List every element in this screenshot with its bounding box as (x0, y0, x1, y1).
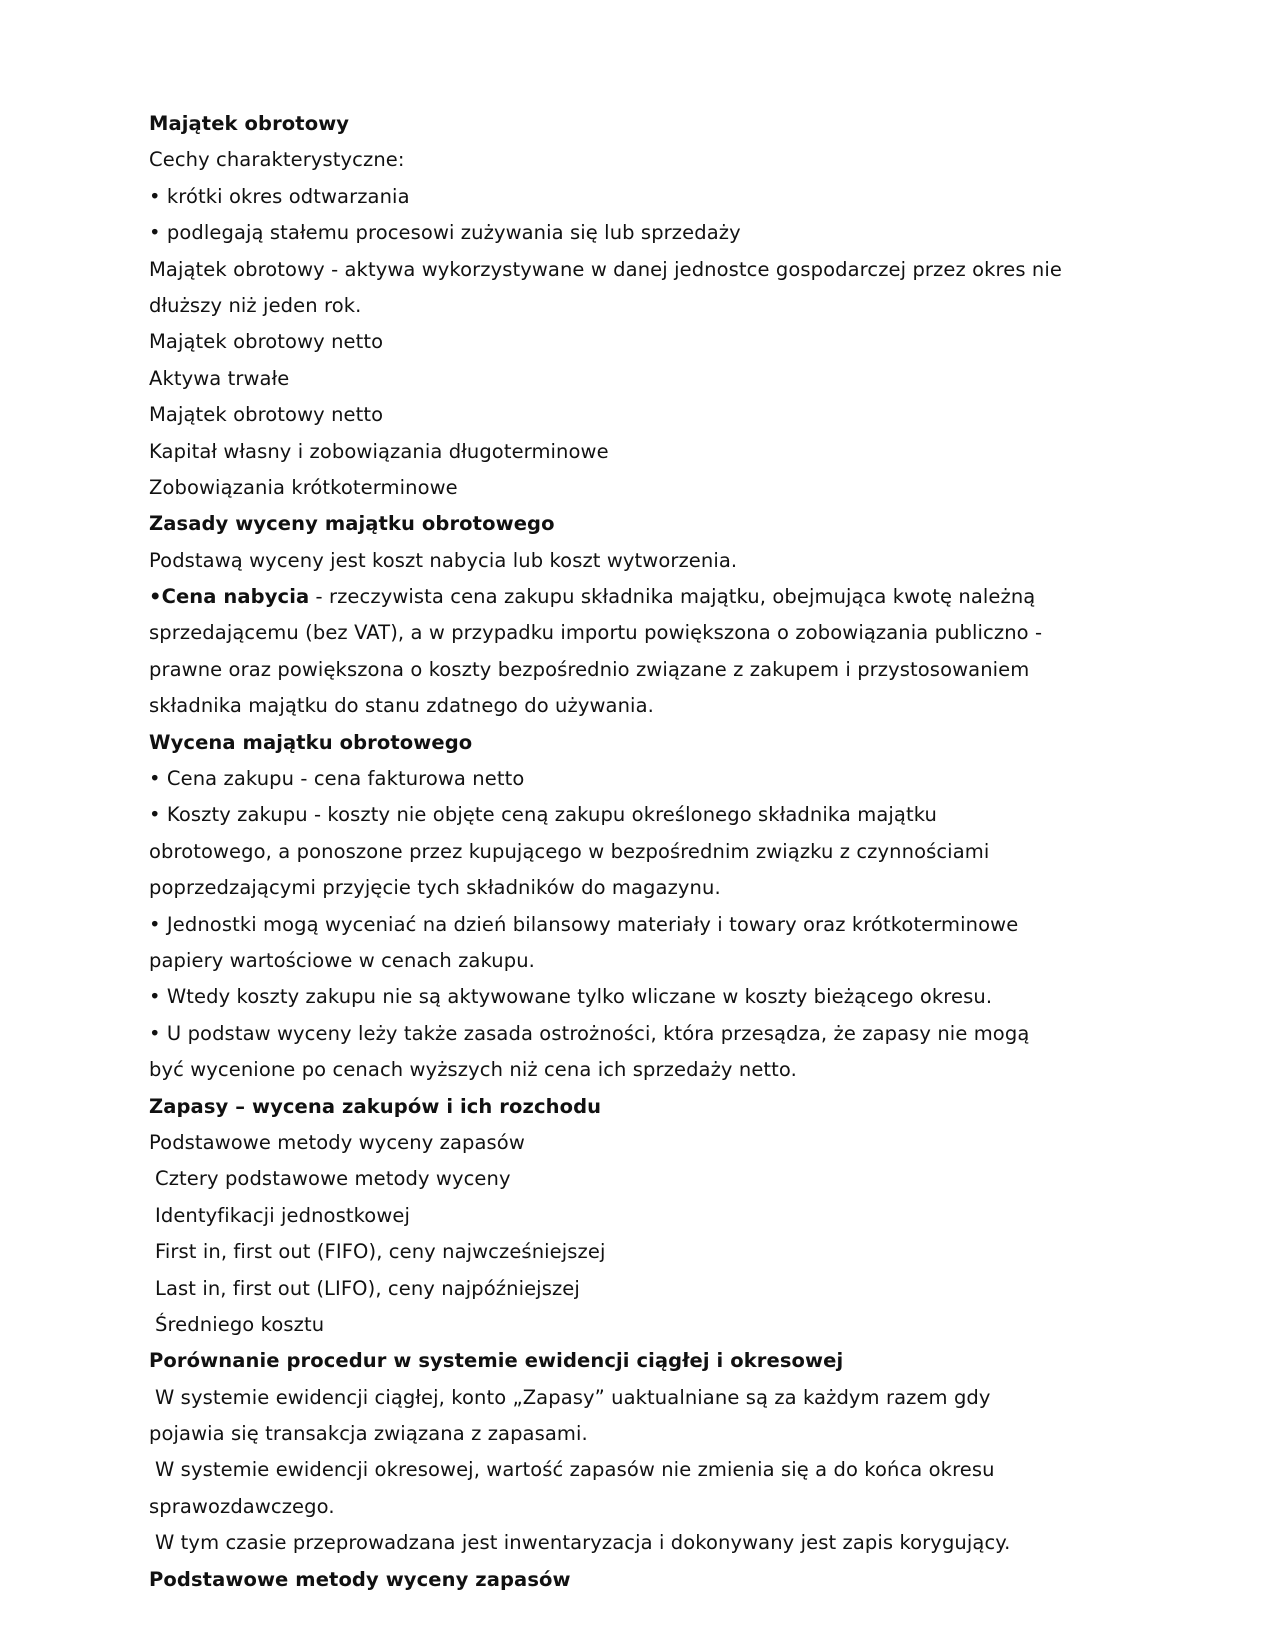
heading-wycena-majatku: Wycena majątku obrotowego (149, 730, 473, 754)
text-line: Majątek obrotowy - aktywa wykorzystywane w danej jednostce gospodarczej przez okres nie (149, 257, 1062, 281)
text-line: dłuższy niż jeden rok. (149, 293, 362, 317)
text-line: Cechy charakterystyczne: (149, 148, 405, 172)
text-line: poprzedzającymi przyjęcie tych składników do magazynu. (149, 876, 721, 900)
list-item: First in, first out (FIFO), ceny najwcześniejszej (155, 1240, 606, 1264)
text-line: Majątek obrotowy netto (149, 330, 384, 354)
text-line: Podstawą wyceny jest koszt nabycia lub koszt wytworzenia. (149, 548, 738, 572)
text-line: sprzedającemu (bez VAT), a w przypadku importu powiększona o zobowiązania publiczno - (149, 621, 1043, 645)
text-line: Kapitał własny i zobowiązania długoterminowe (149, 439, 609, 463)
text-line: obrotowego, a ponoszone przez kupującego w bezpośrednim związku z czynnościami (149, 839, 990, 863)
bullet-item-cena-nabycia (149, 579, 1149, 615)
heading-zasady-wyceny: Zasady wyceny majątku obrotowego (149, 512, 555, 536)
list-item: W tym czasie przeprowadzana jest inwentaryzacja i dokonywany jest zapis korygujący. (155, 1531, 1011, 1555)
text-line: Majątek obrotowy netto (149, 403, 384, 427)
term-cena-nabycia: •Cena nabycia (149, 585, 310, 609)
heading-majatek-obrotowy: Majątek obrotowy (149, 112, 350, 135)
text-line: Podstawowe metody wyceny zapasów (149, 1130, 525, 1154)
text-line: Zobowiązania krótkoterminowe (149, 475, 458, 499)
text-line: sprawozdawczego. (149, 1494, 335, 1518)
list-item: W systemie ewidencji okresowej, wartość zapasów nie zmienia się a do końca okresu (155, 1458, 995, 1482)
list-item: Identyfikacji jednostkowej (155, 1203, 410, 1227)
bullet-item: • Cena zakupu - cena fakturowa netto (149, 767, 525, 791)
list-item: Cztery podstawowe metody wyceny (155, 1167, 511, 1191)
bullet-item: • podlegają stałemu procesowi zużywania się lub sprzedaży (149, 221, 741, 245)
bullet-item: • Koszty zakupu - koszty nie objęte ceną zakupu określonego składnika majątku (149, 803, 937, 827)
list-item: W systemie ewidencji ciągłej, konto „Zapasy” uaktualniane są za każdym razem gdy (155, 1385, 991, 1409)
text-line: składnika majątku do stanu zdatnego do używania. (149, 694, 654, 718)
heading-porownanie-procedur: Porównanie procedur w systemie ewidencji ciągłej i okresowej (149, 1349, 844, 1373)
bullet-item: • krótki okres odtwarzania (149, 184, 410, 208)
text-line: prawne oraz powiększona o koszty bezpośrednio związane z zakupem i przystosowaniem (149, 657, 1030, 681)
heading-podstawowe-metody: Podstawowe metody wyceny zapasów (149, 1567, 571, 1591)
list-item: Last in, first out (LIFO), ceny najpóźniejszej (155, 1276, 580, 1300)
definition-text: - rzeczywista cena zakupu składnika majątku, obejmująca kwotę należną (309, 585, 1036, 609)
bullet-item: • Wtedy koszty zakupu nie są aktywowane tylko wliczane w koszty bieżącego okresu. (149, 985, 993, 1009)
bullet-item: • U podstaw wyceny leży także zasada ostrożności, która przesądza, że zapasy nie mogą (149, 1021, 1030, 1045)
text-line: papiery wartościowe w cenach zakupu. (149, 948, 535, 972)
bullet-item: • Jednostki mogą wyceniać na dzień bilansowy materiały i towary oraz krótkoterminowe (149, 912, 1019, 936)
text-line: Aktywa trwałe (149, 366, 290, 390)
text-line: być wycenione po cenach wyższych niż cena ich sprzedaży netto. (149, 1058, 797, 1082)
document-page (149, 106, 1149, 1598)
heading-zapasy-wycena: Zapasy – wycena zakupów i ich rozchodu (149, 1094, 602, 1118)
text-line: pojawia się transakcja związana z zapasami. (149, 1422, 588, 1446)
list-item: Średniego kosztu (155, 1312, 325, 1336)
